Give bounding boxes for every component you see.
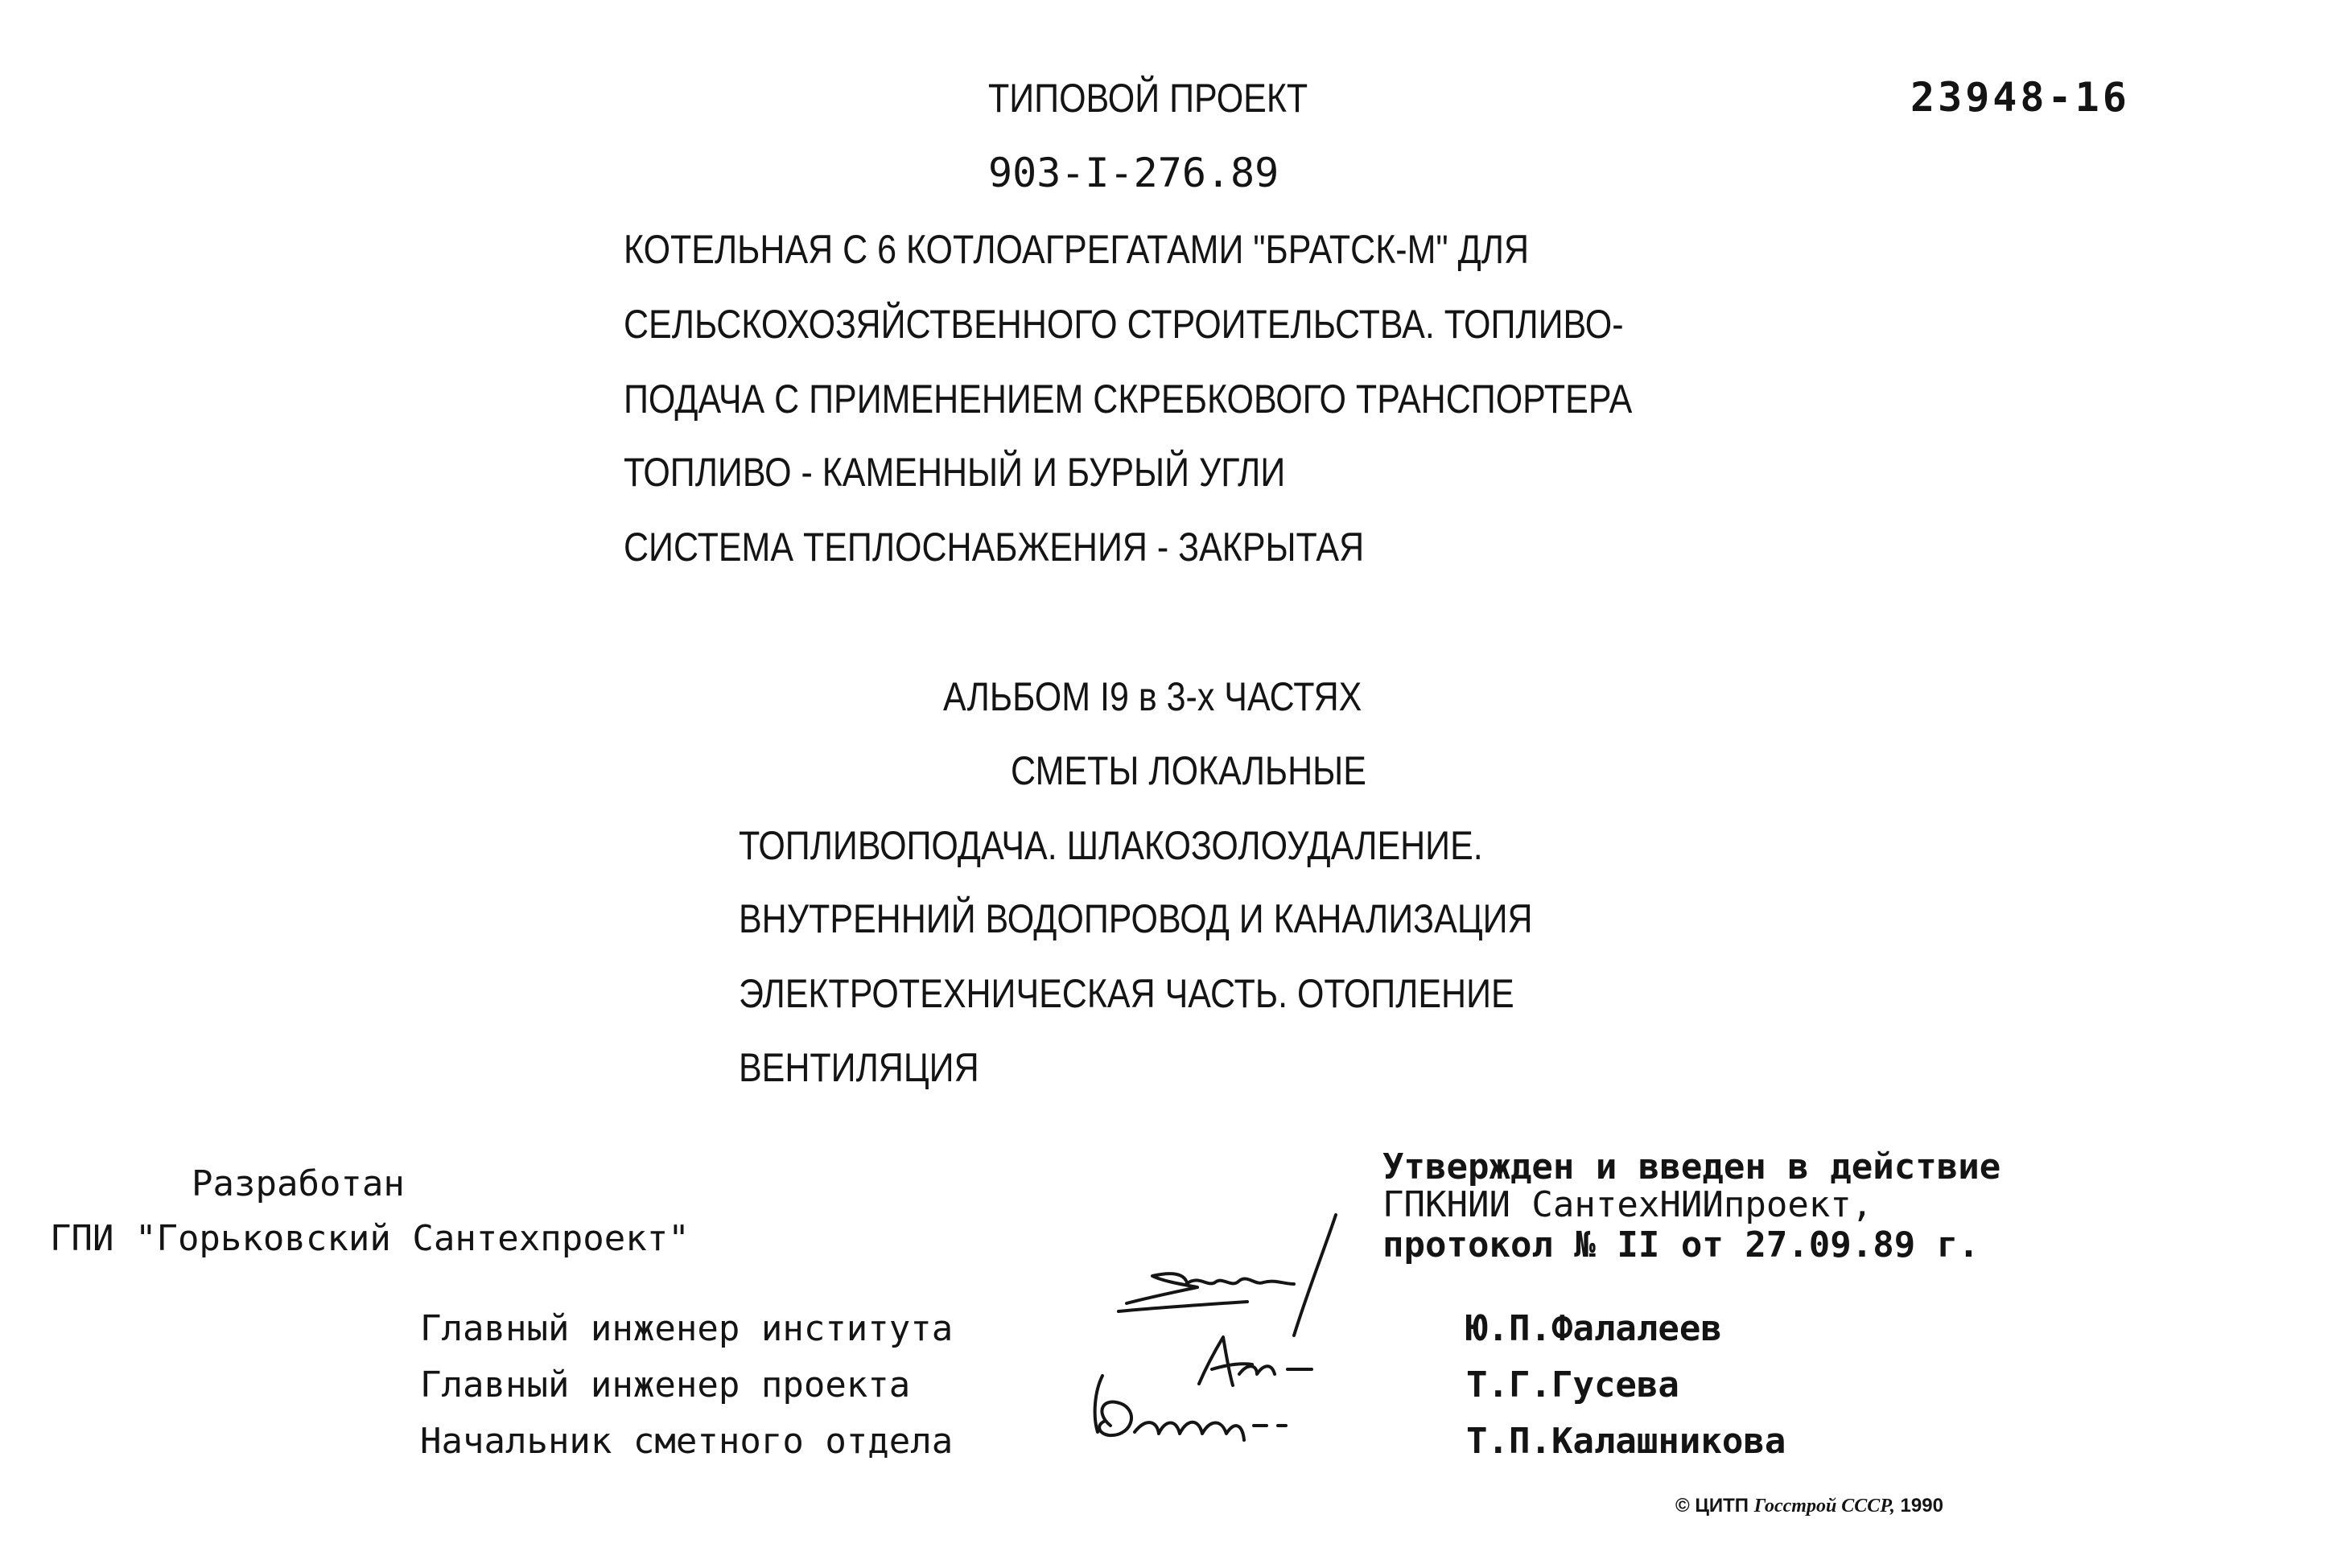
copyright-organization: Госстрой СССР,	[1753, 1496, 1895, 1517]
signature-head-estimating-department	[1078, 1368, 1344, 1472]
album-contents-line-2: ВНУТРЕННИЙ ВОДОПРОВОД И КАНАЛИЗАЦИЯ	[739, 896, 1533, 941]
project-type-label: ТИПОВОЙ ПРОЕКТ	[988, 76, 1308, 121]
title-line-2: СЕЛЬСКОХОЗЯЙСТВЕННОГО СТРОИТЕЛЬСТВА. ТОПЛИВО-	[624, 302, 1624, 347]
copyright-prefix: © ЦИТП	[1675, 1495, 1749, 1517]
project-number: 903-I-276.89	[988, 150, 1279, 196]
title-line-4: ТОПЛИВО - КАМЕННЫЙ И БУРЫЙ УГЛИ	[624, 450, 1286, 495]
developer-organization: ГПИ "Горьковский Сантехпроект"	[50, 1218, 690, 1259]
album-heading: АЛЬБОМ I9 в 3-х ЧАСТЯХ	[943, 674, 1362, 719]
signatory-name-1: Ю.П.Фалалеев	[1466, 1308, 1722, 1349]
title-line-3: ПОДАЧА С ПРИМЕНЕНИЕМ СКРЕБКОВОГО ТРАНСПОРТЕРА	[624, 377, 1633, 422]
copyright-notice	[1675, 1495, 1943, 1517]
signatory-name-3: Т.П.Калашникова	[1466, 1421, 1786, 1462]
signatory-name-2: Т.Г.Гусева	[1466, 1364, 1679, 1405]
title-line-5: СИСТЕМА ТЕПЛОСНАБЖЕНИЯ - ЗАКРЫТАЯ	[624, 525, 1365, 570]
developed-label: Разработан	[192, 1163, 405, 1204]
album-contents-line-3: ЭЛЕКТРОТЕХНИЧЕСКАЯ ЧАСТЬ. ОТОПЛЕНИЕ	[739, 971, 1514, 1016]
approval-line-1: Утвержден и введен в действие	[1382, 1146, 2001, 1187]
signatory-role-2: Главный инженер проекта	[420, 1364, 911, 1405]
approval-line-3: протокол № II от 27.09.89 г.	[1382, 1224, 1980, 1266]
signatory-role-1: Главный инженер института	[420, 1308, 954, 1349]
signature-chief-engineer-institute	[1102, 1207, 1368, 1344]
signatory-role-3: Начальник сметного отдела	[420, 1421, 954, 1462]
title-line-1: КОТЕЛЬНАЯ С 6 КОТЛОАГРЕГАТАМИ "БРАТСК-М" ДЛЯ	[624, 227, 1530, 272]
approval-line-2: ГПКНИИ СантехНИИпроект,	[1382, 1184, 1873, 1225]
document-code: 23948-16	[1910, 74, 2130, 121]
album-subheading: СМЕТЫ ЛОКАЛЬНЫЕ	[1011, 748, 1366, 793]
album-contents-line-1: ТОПЛИВОПОДАЧА. ШЛАКОЗОЛОУДАЛЕНИЕ.	[739, 823, 1483, 868]
album-contents-line-4: ВЕНТИЛЯЦИЯ	[739, 1045, 979, 1090]
copyright-year: 1990	[1900, 1495, 1943, 1517]
